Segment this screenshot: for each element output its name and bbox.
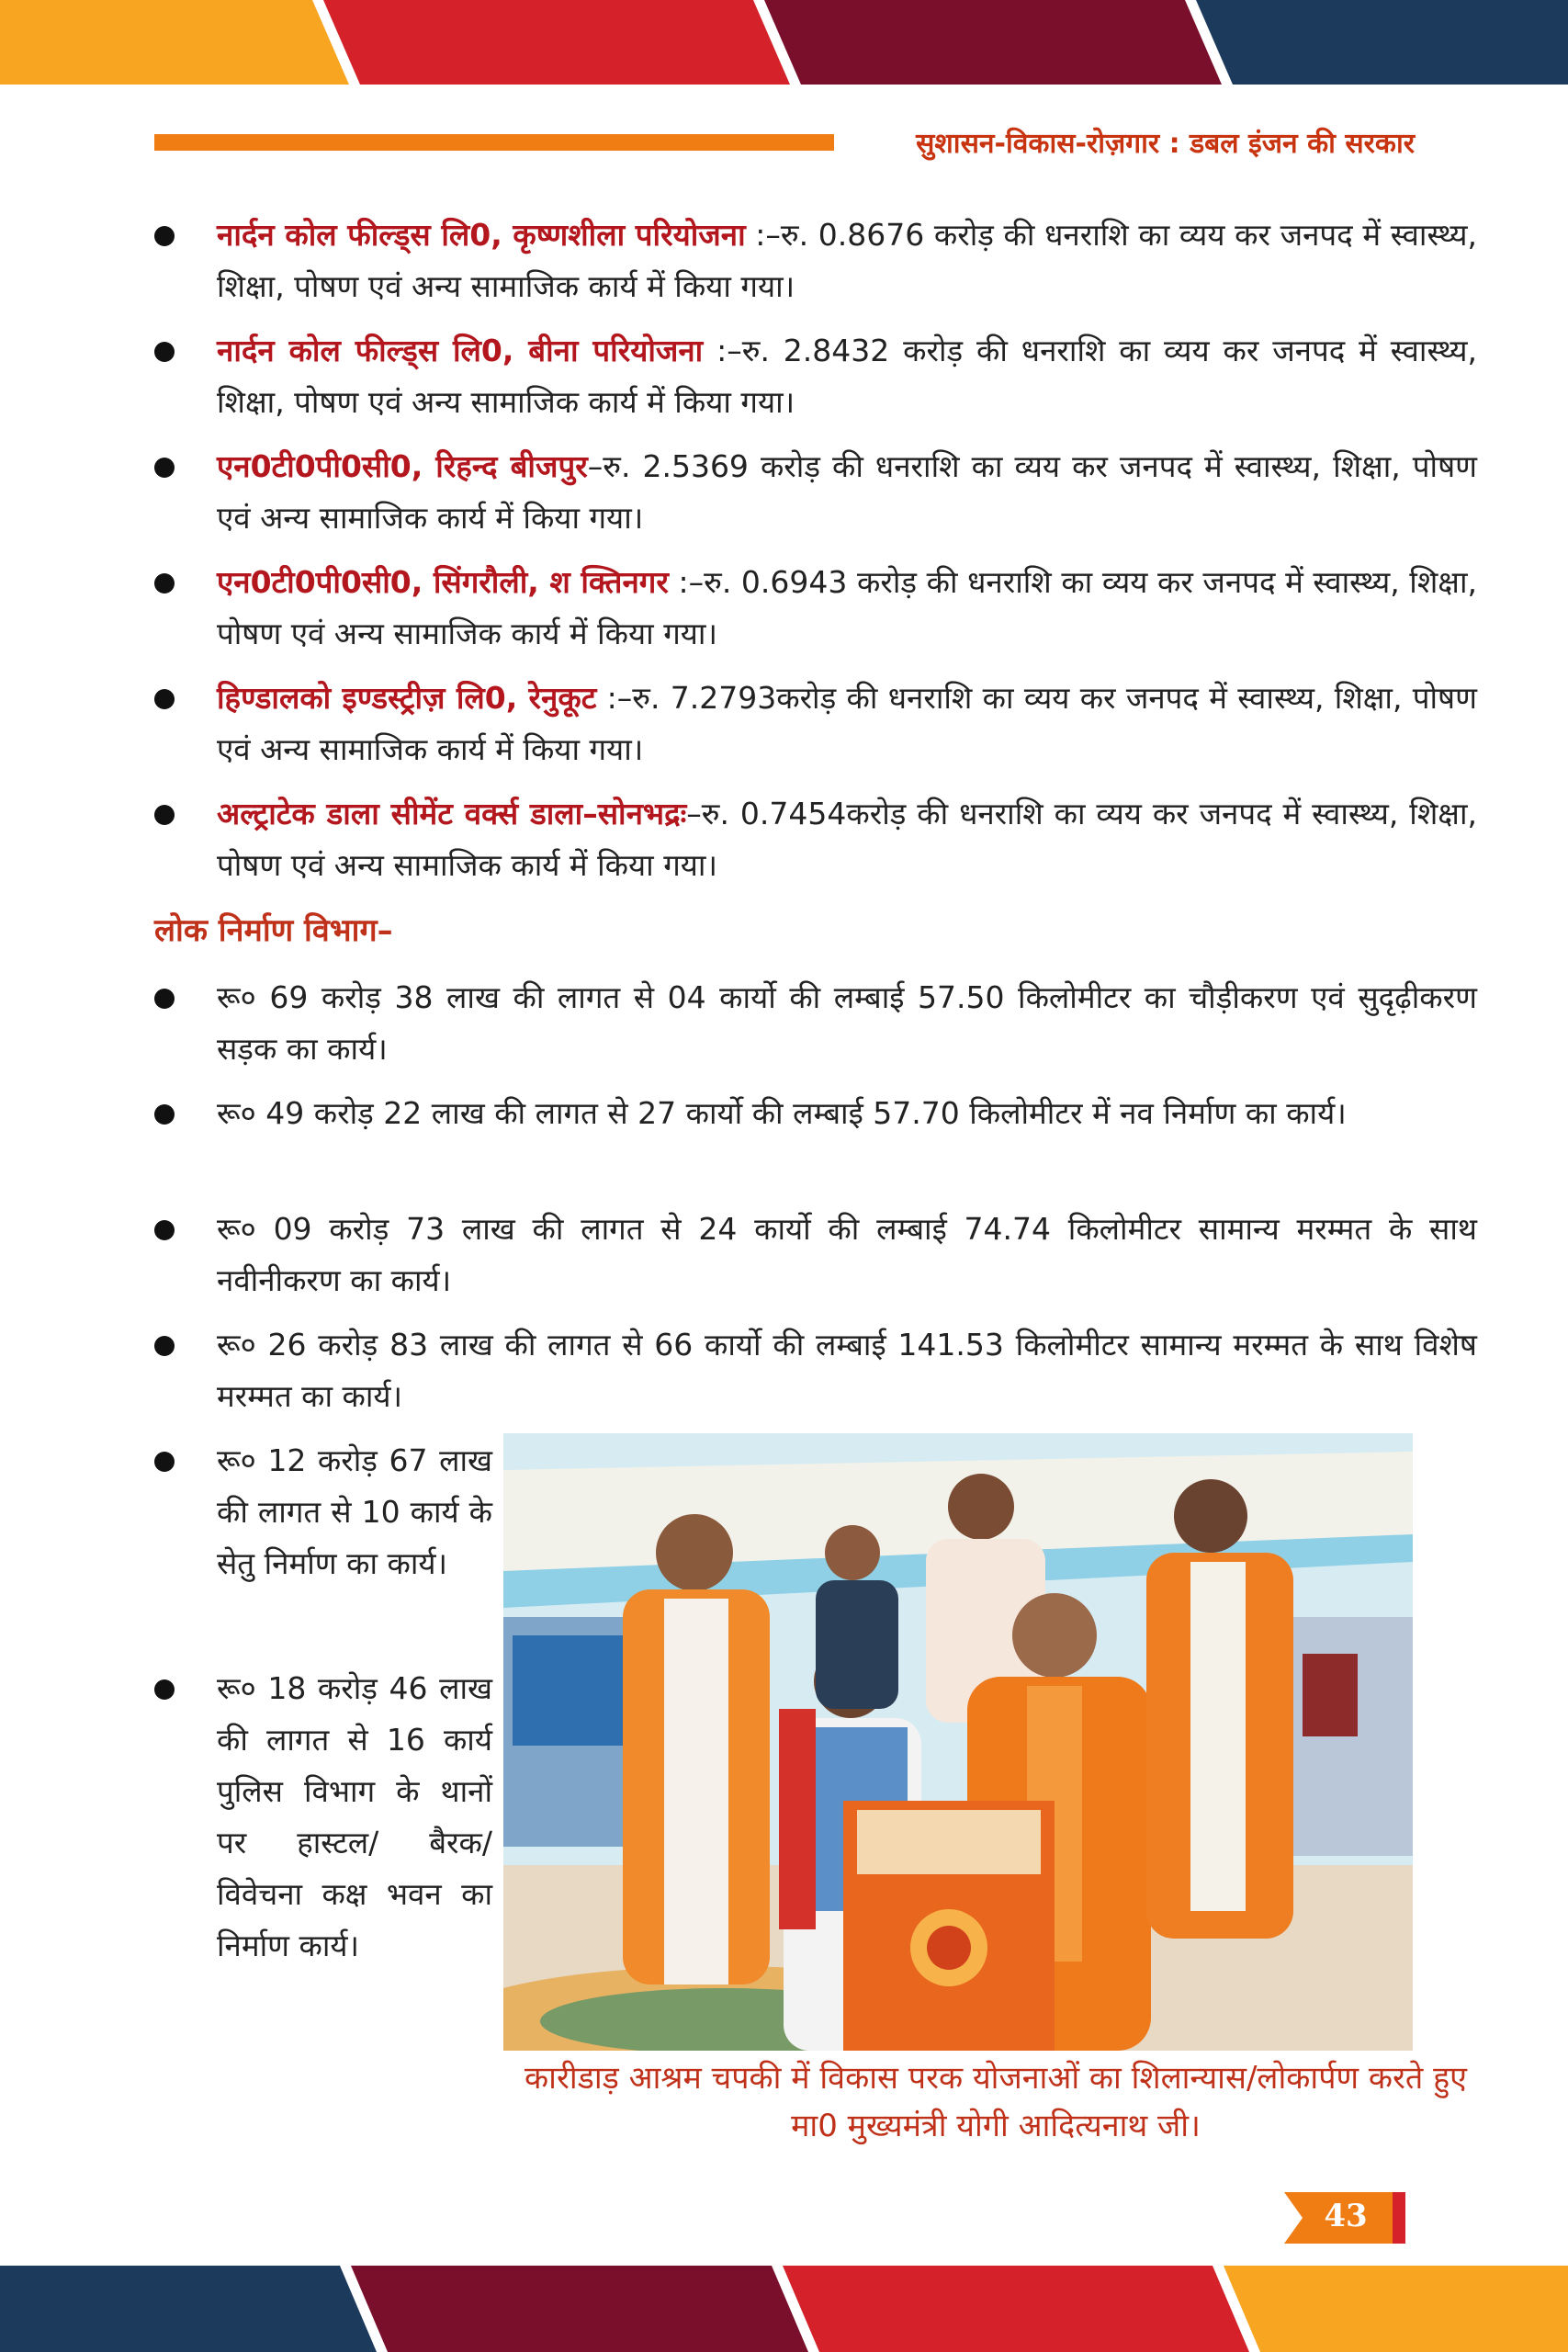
bullet-dot xyxy=(154,1336,175,1356)
bullet-dot xyxy=(154,458,175,478)
bullet-dot xyxy=(154,805,175,825)
list-item-text: रू० 12 करोड़ 67 लाख की लागत से 10 कार्य के सेतु निर्माण का कार्य। xyxy=(217,1442,492,1581)
project-body: :–रु. 7.2793करोड़ की धनराशि का व्यय कर जनपद में स्वास्थ्य, शिक्षा, पोषण एवं अन्य सामाजिक कार्य में किया गया। xyxy=(217,680,1477,767)
band-stripe-maroon xyxy=(764,0,1222,85)
bullet-dot xyxy=(154,1104,175,1125)
project-body: –रु. 2.5369 करोड़ की धनराशि का व्यय कर जनपद में स्वास्थ्य, शिक्षा, पोषण एवं अन्य सामाजिक कार्य में किया गया। xyxy=(217,448,1477,536)
bullet-dot xyxy=(154,226,175,246)
section-heading: लोक निर्माण विभाग– xyxy=(154,912,393,949)
list-item-text: रू० 69 करोड़ 38 लाख की लागत से 04 कार्यो की लम्बाई 57.50 किलोमीटर का चौड़ीकरण एवं सुदृढ़ीकरण सड़क का कार्य। xyxy=(217,979,1477,1067)
bullet-dot xyxy=(154,1220,175,1240)
project-title: एन0टी0पी0सी0, सिंगरौली, श क्तिनगर xyxy=(217,564,669,600)
project-title: नार्दन कोल फील्ड्स लि0, कृष्णशीला परियोजना xyxy=(217,217,746,253)
list-item-text: रू० 49 करोड़ 22 लाख की लागत से 27 कार्यो की लम्बाई 57.70 किलोमीटर में नव निर्माण का कार्य। xyxy=(217,1095,1347,1131)
band-stripe-red xyxy=(323,0,790,85)
list-item-text xyxy=(217,673,1477,775)
band-stripe-red xyxy=(783,2266,1249,2352)
project-body: –रु. 0.7454करोड़ की धनराशि का व्यय कर जनपद में स्वास्थ्य, शिक्षा, पोषण एवं अन्य सामाजिक कार्य में किया गया। xyxy=(217,796,1477,883)
project-title: नार्दन कोल फील्ड्स लि0, बीना परियोजना xyxy=(217,333,704,368)
project-title: हिण्डालको इण्डस्ट्रीज़ लि0, रेनुकूट xyxy=(217,680,597,716)
bullet-dot xyxy=(154,1452,175,1472)
bullet-dot xyxy=(154,573,175,594)
top-decorative-band xyxy=(0,0,1568,85)
bottom-decorative-band xyxy=(0,2266,1568,2352)
project-title: एन0टी0पी0सी0, रिहन्द बीजपुर xyxy=(217,448,588,484)
page-number: 43 xyxy=(1324,2198,1368,2234)
band-stripe-navy xyxy=(0,2266,377,2352)
bullet-dot xyxy=(154,1679,175,1700)
project-title: अल्ट्राटेक डाला सीमेंट वर्क्स डाला–सोनभद्रः xyxy=(217,796,687,831)
band-stripe-maroon xyxy=(351,2266,808,2352)
list-item-text: रू० 18 करोड़ 46 लाख की लागत से 16 कार्य पुलिस विभाग के थानों पर हास्टल/ बैरक/ विवेचना कक्ष भवन का निर्माण कार्य। xyxy=(217,1670,492,1963)
bullet-dot xyxy=(154,342,175,362)
bullet-dot xyxy=(154,989,175,1009)
running-header-title: सुशासन-विकास-रोज़गार : डबल इंजन की सरकार xyxy=(916,128,1415,160)
list-item-text: रू० 26 करोड़ 83 लाख की लागत से 66 कार्यो की लम्बाई 141.53 किलोमीटर सामान्य मरम्मत के साथ विशेष मरम्मत का कार्य। xyxy=(217,1327,1477,1414)
band-stripe-orange xyxy=(1224,2266,1568,2352)
photo-caption: कारीडाड़ आश्रम चपकी में विकास परक योजनाओं का शिलान्यास/लोकार्पण करते हुए मा0 मुख्यमंत्री योगी आदित्यनाथ जी। xyxy=(525,2060,1467,2144)
list-item-text: रू० 09 करोड़ 73 लाख की लागत से 24 कार्यो की लम्बाई 74.74 किलोमीटर सामान्य मरम्मत के साथ नवीनीकरण का कार्य। xyxy=(217,1211,1477,1298)
list-item-text xyxy=(217,557,1477,660)
header-rule xyxy=(154,134,834,151)
project-body: :–रु. 0.8676 करोड़ की धनराशि का व्यय कर जनपद में स्वास्थ्य, शिक्षा, पोषण एवं अन्य सामाजिक कार्य में किया गया। xyxy=(217,217,1477,304)
list-item-text xyxy=(217,788,1477,891)
list-item-text xyxy=(217,209,1477,312)
list-item-text xyxy=(217,325,1477,428)
band-stripe-navy xyxy=(1196,0,1568,85)
bullet-dot xyxy=(154,689,175,709)
event-photo xyxy=(503,1433,1413,2051)
list-item-text xyxy=(217,441,1477,544)
project-body: :–रु. 0.6943 करोड़ की धनराशि का व्यय कर जनपद में स्वास्थ्य, शिक्षा, पोषण एवं अन्य सामाजिक कार्य में किया गया। xyxy=(217,564,1477,651)
band-stripe-orange xyxy=(0,0,349,85)
project-body: :–रु. 2.8432 करोड़ की धनराशि का व्यय कर जनपद में स्वास्थ्य, शिक्षा, पोषण एवं अन्य सामाजिक कार्य में किया गया। xyxy=(217,333,1477,420)
